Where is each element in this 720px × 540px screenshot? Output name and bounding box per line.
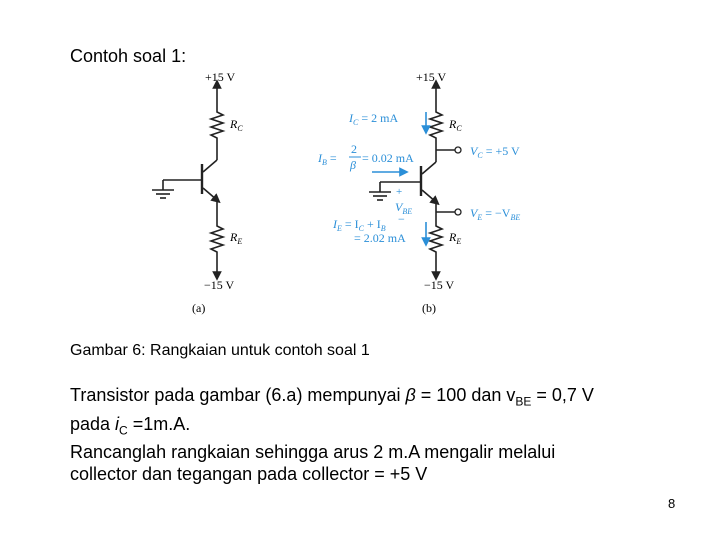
rc-label-a: $R_C$ [230, 117, 243, 133]
supply-bottom-b: −15 V [424, 278, 455, 292]
problem-line-2: pada $i_C =1m.A$. [70, 413, 191, 438]
ib-annotation: $I_B$ = [318, 151, 337, 167]
vc-annotation: $V_C = +5$ V [470, 144, 520, 160]
problem-statement [70, 384, 690, 485]
re-label-b: $R_E$ [449, 230, 462, 246]
problem-line-1: Transistor pada gambar (6.a) mempunyai β = 100 dan $v_{BE} = 0,7$ V [70, 385, 594, 409]
figure-label-a: (a) [192, 301, 206, 315]
ic-annotation: $I_C = 2$ mA [349, 111, 399, 127]
ve-node [455, 209, 461, 215]
re-resistor-b [430, 222, 442, 262]
vbe-plus: + [396, 186, 403, 198]
ib-fraction-num: 2 [351, 142, 357, 156]
ib-fraction-den: β [350, 158, 356, 172]
supply-top-a: +15 V [205, 70, 236, 84]
vc-node [455, 147, 461, 153]
figure-label-b: (b) [422, 301, 436, 315]
figure-caption: Gambar 6: Rangkaian untuk contoh soal 1 [70, 342, 370, 359]
rc-resistor-a [211, 108, 223, 148]
re-label-a: $R_E$ [230, 230, 243, 246]
rc-label-b: $R_C$ [449, 117, 462, 133]
slide-title: Contoh soal 1: [70, 46, 187, 66]
circuit-a [152, 84, 223, 276]
supply-top-b: +15 V [416, 70, 447, 84]
supply-bottom-a: −15 V [204, 278, 235, 292]
ie-value: = 2.02 mA [354, 231, 406, 245]
problem-line-3: Rancanglah rangkaian sehingga arus 2 m.A mengalir melalui [70, 442, 556, 463]
ib-value: = 0.02 mA [362, 151, 414, 165]
vbe-annotation: $V_{BE}$ [395, 200, 413, 216]
problem-line-4: collector dan tegangan pada collector = +5 V [70, 464, 428, 485]
vbe-minus: − [398, 212, 405, 226]
rc-resistor-b [430, 108, 442, 150]
page-number: 8 [668, 496, 676, 511]
re-resistor-a [211, 222, 223, 262]
ve-annotation: $V_E = -V_{BE}$ [470, 206, 521, 222]
ie-annotation: $I_E = I_C + I_B$ [333, 217, 386, 233]
